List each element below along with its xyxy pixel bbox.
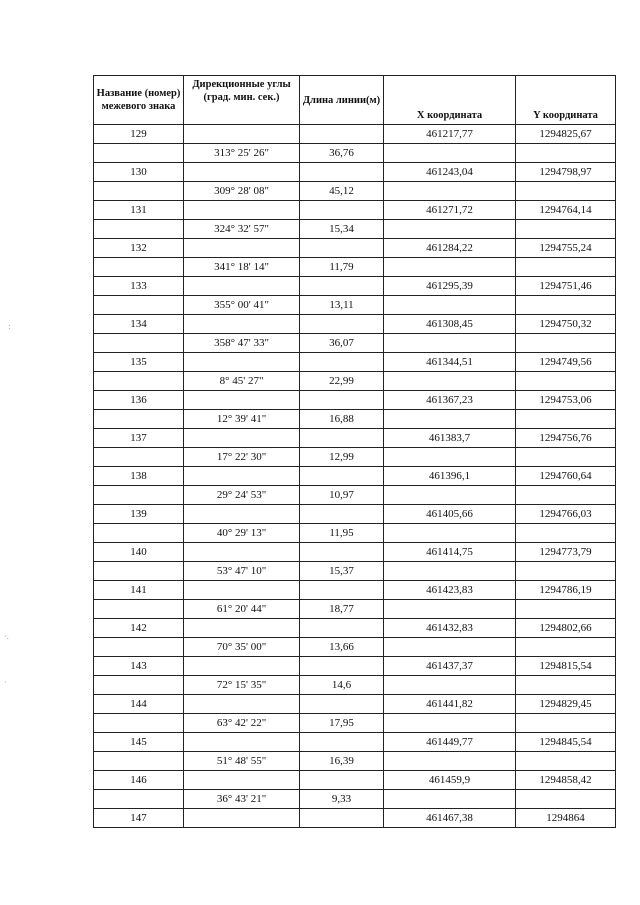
cell-x: 461423,83 xyxy=(384,581,516,600)
cell-y: 1294802,66 xyxy=(516,619,616,638)
cell-name xyxy=(94,486,184,505)
table-row xyxy=(94,353,616,372)
cell-x xyxy=(384,372,516,391)
cell-x: 461437,37 xyxy=(384,657,516,676)
cell-y: 1294798,97 xyxy=(516,163,616,182)
cell-length: 11,79 xyxy=(300,258,384,277)
table-row xyxy=(94,524,616,543)
table-row xyxy=(94,467,616,486)
table-row xyxy=(94,714,616,733)
cell-angle xyxy=(184,277,300,296)
cell-y: 1294749,56 xyxy=(516,353,616,372)
cell-y xyxy=(516,182,616,201)
cell-x: 461344,51 xyxy=(384,353,516,372)
cell-angle: 61° 20' 44" xyxy=(184,600,300,619)
speck: : xyxy=(8,322,11,331)
cell-angle xyxy=(184,391,300,410)
cell-name xyxy=(94,144,184,163)
cell-x: 461271,72 xyxy=(384,201,516,220)
cell-length: 36,07 xyxy=(300,334,384,353)
cell-name: 130 xyxy=(94,163,184,182)
cell-y: 1294786,19 xyxy=(516,581,616,600)
cell-length xyxy=(300,467,384,486)
cell-x: 461295,39 xyxy=(384,277,516,296)
cell-x: 461217,77 xyxy=(384,125,516,144)
cell-angle xyxy=(184,163,300,182)
cell-y xyxy=(516,144,616,163)
table-row xyxy=(94,562,616,581)
cell-x xyxy=(384,296,516,315)
cell-x: 461432,83 xyxy=(384,619,516,638)
cell-angle: 40° 29' 13" xyxy=(184,524,300,543)
cell-length xyxy=(300,505,384,524)
cell-length: 10,97 xyxy=(300,486,384,505)
cell-name: 139 xyxy=(94,505,184,524)
cell-y xyxy=(516,790,616,809)
table-row xyxy=(94,296,616,315)
cell-y: 1294825,67 xyxy=(516,125,616,144)
cell-x: 461449,77 xyxy=(384,733,516,752)
cell-angle: 355° 00' 41" xyxy=(184,296,300,315)
cell-angle xyxy=(184,315,300,334)
cell-length: 22,99 xyxy=(300,372,384,391)
cell-name xyxy=(94,296,184,315)
cell-length xyxy=(300,125,384,144)
cell-y: 1294829,45 xyxy=(516,695,616,714)
cell-y: 1294751,46 xyxy=(516,277,616,296)
cell-name xyxy=(94,334,184,353)
cell-angle xyxy=(184,695,300,714)
table-row xyxy=(94,182,616,201)
cell-angle xyxy=(184,353,300,372)
cell-angle xyxy=(184,239,300,258)
cell-length xyxy=(300,619,384,638)
table-row xyxy=(94,619,616,638)
speck: ·. xyxy=(4,632,10,641)
cell-length xyxy=(300,353,384,372)
table-row xyxy=(94,505,616,524)
cell-name: 146 xyxy=(94,771,184,790)
cell-angle: 51° 48' 55" xyxy=(184,752,300,771)
cell-angle: 324° 32' 57" xyxy=(184,220,300,239)
cell-length: 36,76 xyxy=(300,144,384,163)
cell-y: 1294864 xyxy=(516,809,616,828)
table-row xyxy=(94,372,616,391)
cell-name: 133 xyxy=(94,277,184,296)
cell-y xyxy=(516,562,616,581)
cell-length xyxy=(300,543,384,562)
cell-name xyxy=(94,524,184,543)
table-row xyxy=(94,163,616,182)
cell-length xyxy=(300,695,384,714)
cell-y xyxy=(516,714,616,733)
cell-x xyxy=(384,600,516,619)
cell-y xyxy=(516,372,616,391)
cell-name: 137 xyxy=(94,429,184,448)
cell-length xyxy=(300,391,384,410)
table-row xyxy=(94,486,616,505)
speck: · xyxy=(4,678,7,687)
cell-length xyxy=(300,657,384,676)
cell-name xyxy=(94,676,184,695)
cell-y: 1294755,24 xyxy=(516,239,616,258)
cell-length: 14,6 xyxy=(300,676,384,695)
cell-name: 135 xyxy=(94,353,184,372)
cell-x: 461367,23 xyxy=(384,391,516,410)
cell-name xyxy=(94,600,184,619)
cell-y xyxy=(516,258,616,277)
cell-x xyxy=(384,220,516,239)
header-x: X координата xyxy=(384,76,516,125)
cell-length: 9,33 xyxy=(300,790,384,809)
cell-angle: 8° 45' 27" xyxy=(184,372,300,391)
cell-y xyxy=(516,638,616,657)
cell-length: 15,34 xyxy=(300,220,384,239)
table-row xyxy=(94,315,616,334)
cell-length: 16,88 xyxy=(300,410,384,429)
table-row xyxy=(94,809,616,828)
cell-y xyxy=(516,600,616,619)
table-header-row xyxy=(94,76,616,125)
cell-x xyxy=(384,410,516,429)
cell-y xyxy=(516,752,616,771)
cell-length xyxy=(300,201,384,220)
cell-angle: 53° 47' 10" xyxy=(184,562,300,581)
table-row xyxy=(94,676,616,695)
cell-angle xyxy=(184,505,300,524)
cell-length: 45,12 xyxy=(300,182,384,201)
cell-y: 1294773,79 xyxy=(516,543,616,562)
cell-x xyxy=(384,524,516,543)
cell-y: 1294815,54 xyxy=(516,657,616,676)
table-row xyxy=(94,581,616,600)
cell-x xyxy=(384,486,516,505)
cell-x: 461383,7 xyxy=(384,429,516,448)
table-row xyxy=(94,239,616,258)
cell-length: 13,11 xyxy=(300,296,384,315)
cell-y xyxy=(516,486,616,505)
cell-length xyxy=(300,239,384,258)
cell-name xyxy=(94,448,184,467)
cell-angle xyxy=(184,429,300,448)
cell-y: 1294845,54 xyxy=(516,733,616,752)
cell-length xyxy=(300,771,384,790)
table-row xyxy=(94,277,616,296)
cell-x xyxy=(384,448,516,467)
cell-name: 142 xyxy=(94,619,184,638)
cell-x xyxy=(384,258,516,277)
cell-angle: 29° 24' 53" xyxy=(184,486,300,505)
cell-length: 15,37 xyxy=(300,562,384,581)
cell-x: 461405,66 xyxy=(384,505,516,524)
cell-angle xyxy=(184,809,300,828)
cell-x xyxy=(384,334,516,353)
cell-name: 129 xyxy=(94,125,184,144)
table-row xyxy=(94,790,616,809)
cell-name: 144 xyxy=(94,695,184,714)
cell-name xyxy=(94,562,184,581)
cell-x: 461414,75 xyxy=(384,543,516,562)
table-row xyxy=(94,125,616,144)
cell-y: 1294753,06 xyxy=(516,391,616,410)
table-row xyxy=(94,391,616,410)
cell-name: 141 xyxy=(94,581,184,600)
cell-x xyxy=(384,790,516,809)
cell-x xyxy=(384,676,516,695)
cell-length: 17,95 xyxy=(300,714,384,733)
cell-length: 11,95 xyxy=(300,524,384,543)
cell-x: 461243,04 xyxy=(384,163,516,182)
cell-y: 1294756,76 xyxy=(516,429,616,448)
cell-angle: 313° 25' 26" xyxy=(184,144,300,163)
boundary-coordinates-table xyxy=(93,75,616,828)
cell-name: 131 xyxy=(94,201,184,220)
table-row xyxy=(94,733,616,752)
table-row xyxy=(94,543,616,562)
cell-name xyxy=(94,638,184,657)
cell-length xyxy=(300,315,384,334)
cell-name xyxy=(94,258,184,277)
cell-angle: 309° 28' 08" xyxy=(184,182,300,201)
cell-name xyxy=(94,182,184,201)
cell-angle xyxy=(184,201,300,220)
cell-angle: 341° 18' 14" xyxy=(184,258,300,277)
cell-x: 461467,38 xyxy=(384,809,516,828)
cell-length: 18,77 xyxy=(300,600,384,619)
cell-angle xyxy=(184,125,300,144)
cell-angle xyxy=(184,543,300,562)
table-row xyxy=(94,410,616,429)
table-row xyxy=(94,258,616,277)
cell-length xyxy=(300,163,384,182)
header-y: Y координата xyxy=(516,76,616,125)
cell-x: 461441,82 xyxy=(384,695,516,714)
cell-x xyxy=(384,752,516,771)
cell-x xyxy=(384,562,516,581)
cell-name xyxy=(94,410,184,429)
cell-angle xyxy=(184,733,300,752)
cell-angle: 36° 43' 21" xyxy=(184,790,300,809)
header-angle: Дирекционные углы (град. мин. сек.) xyxy=(184,76,300,125)
cell-y xyxy=(516,334,616,353)
cell-name: 143 xyxy=(94,657,184,676)
cell-angle xyxy=(184,619,300,638)
table-row xyxy=(94,752,616,771)
table-row xyxy=(94,201,616,220)
cell-y: 1294766,03 xyxy=(516,505,616,524)
table-row xyxy=(94,657,616,676)
cell-length xyxy=(300,809,384,828)
table-row xyxy=(94,600,616,619)
cell-x xyxy=(384,182,516,201)
cell-name xyxy=(94,752,184,771)
table-row xyxy=(94,448,616,467)
cell-y xyxy=(516,448,616,467)
cell-angle xyxy=(184,657,300,676)
cell-name xyxy=(94,790,184,809)
table-body xyxy=(94,125,616,828)
cell-angle: 72° 15' 35" xyxy=(184,676,300,695)
cell-angle: 63° 42' 22" xyxy=(184,714,300,733)
table-row xyxy=(94,771,616,790)
cell-length xyxy=(300,277,384,296)
cell-y xyxy=(516,676,616,695)
cell-name xyxy=(94,714,184,733)
table-row xyxy=(94,220,616,239)
cell-y: 1294858,42 xyxy=(516,771,616,790)
cell-x xyxy=(384,638,516,657)
cell-name: 147 xyxy=(94,809,184,828)
cell-length: 12,99 xyxy=(300,448,384,467)
cell-angle xyxy=(184,581,300,600)
cell-length: 16,39 xyxy=(300,752,384,771)
cell-name: 138 xyxy=(94,467,184,486)
cell-name: 136 xyxy=(94,391,184,410)
table-row xyxy=(94,695,616,714)
cell-angle: 358° 47' 33" xyxy=(184,334,300,353)
cell-y xyxy=(516,410,616,429)
table-row xyxy=(94,334,616,353)
cell-y xyxy=(516,220,616,239)
cell-y: 1294750,32 xyxy=(516,315,616,334)
cell-name xyxy=(94,220,184,239)
cell-y: 1294764,14 xyxy=(516,201,616,220)
cell-x: 461284,22 xyxy=(384,239,516,258)
cell-x xyxy=(384,714,516,733)
table-row xyxy=(94,429,616,448)
table-row xyxy=(94,638,616,657)
cell-angle xyxy=(184,467,300,486)
cell-length: 13,66 xyxy=(300,638,384,657)
cell-name: 132 xyxy=(94,239,184,258)
cell-x: 461396,1 xyxy=(384,467,516,486)
cell-length xyxy=(300,733,384,752)
cell-x: 461459,9 xyxy=(384,771,516,790)
cell-name xyxy=(94,372,184,391)
cell-name: 140 xyxy=(94,543,184,562)
header-length: Длина линии(м) xyxy=(300,76,384,125)
cell-angle: 70° 35' 00" xyxy=(184,638,300,657)
cell-y xyxy=(516,296,616,315)
cell-angle: 12° 39' 41" xyxy=(184,410,300,429)
cell-x xyxy=(384,144,516,163)
cell-name: 145 xyxy=(94,733,184,752)
cell-angle xyxy=(184,771,300,790)
cell-angle: 17° 22' 30" xyxy=(184,448,300,467)
cell-name: 134 xyxy=(94,315,184,334)
cell-y xyxy=(516,524,616,543)
header-name: Название (номер) межевого знака xyxy=(94,76,184,125)
cell-length xyxy=(300,429,384,448)
cell-length xyxy=(300,581,384,600)
cell-x: 461308,45 xyxy=(384,315,516,334)
table-row xyxy=(94,144,616,163)
cell-y: 1294760,64 xyxy=(516,467,616,486)
